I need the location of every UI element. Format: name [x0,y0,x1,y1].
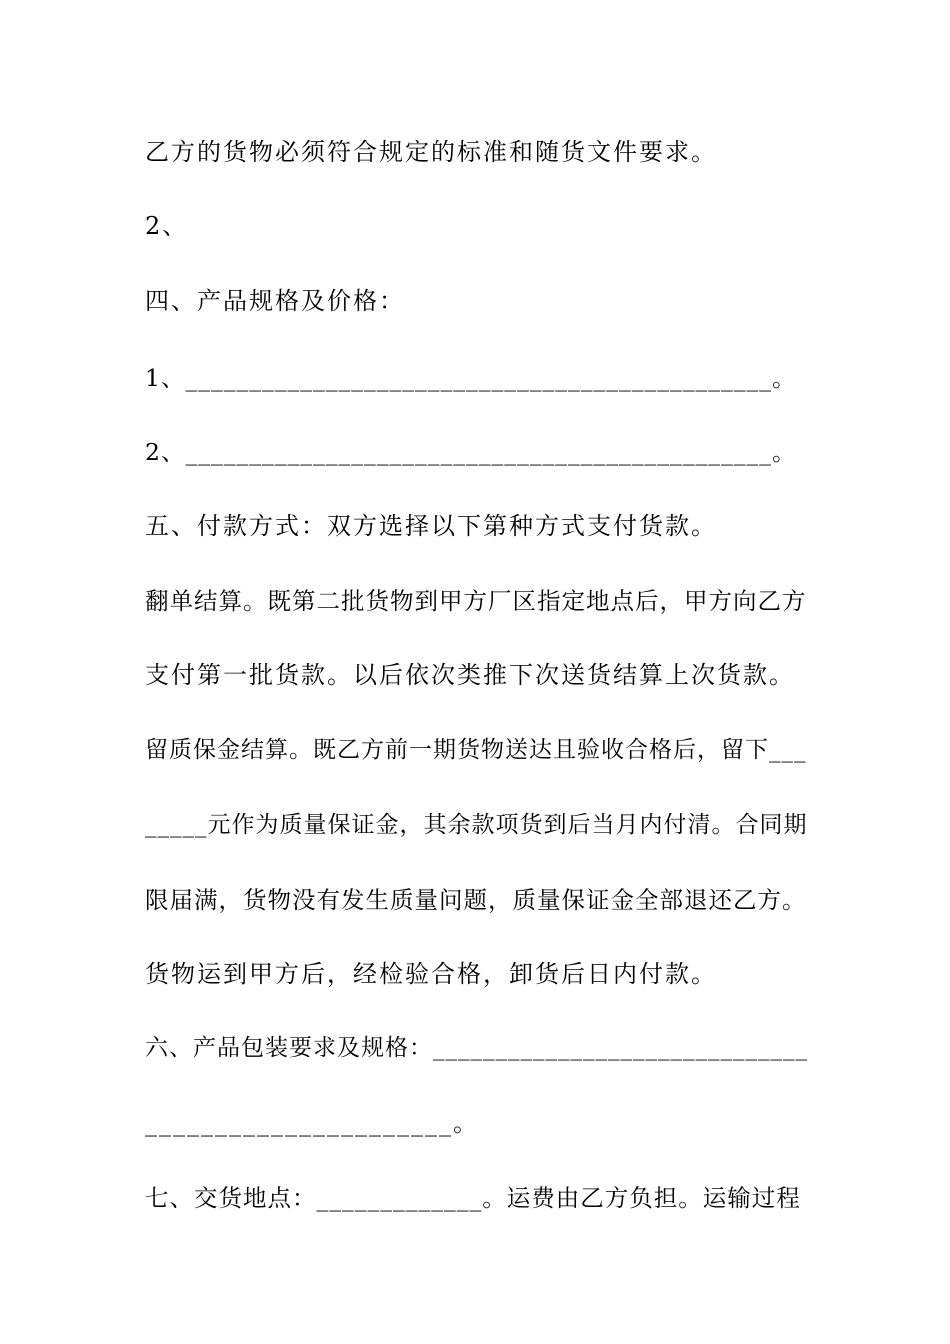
text-line: ______________________。 [145,1109,479,1137]
text-line: 货物运到甲方后，经检验合格，卸货后日内付款。 [145,960,717,988]
text-line: 2、______________________________________________。 [145,438,797,466]
text-line: 留质保金结算。既乙方前一期货物送达且验收合格后，留下___ [145,737,807,763]
section-heading: 四、产品规格及价格： [145,287,405,315]
text-line: 支付第一批货款。以后依次类推下次送货结算上次货款。 [145,661,795,689]
text-line: 1、______________________________________________。 [145,364,797,392]
text-line: 限届满，货物没有发生质量问题，质量保证金全部退还乙方。 [145,886,807,914]
text-line: 乙方的货物必须符合规定的标准和随货文件要求。 [145,138,717,166]
text-line: _____元作为质量保证金，其余款项货到后当月内付清。合同期 [145,812,808,838]
text-line: 翻单结算。既第二批货物到甲方厂区指定地点后，甲方向乙方 [145,587,807,615]
text-line: 2、 [145,212,189,240]
section-heading: 五、付款方式：双方选择以下第种方式支付货款。 [145,512,717,540]
section-heading: 六、产品包装要求及规格：______________________________ [145,1035,808,1061]
section-heading: 七、交货地点：_____________。运费由乙方负担。运输过程 [145,1184,801,1212]
